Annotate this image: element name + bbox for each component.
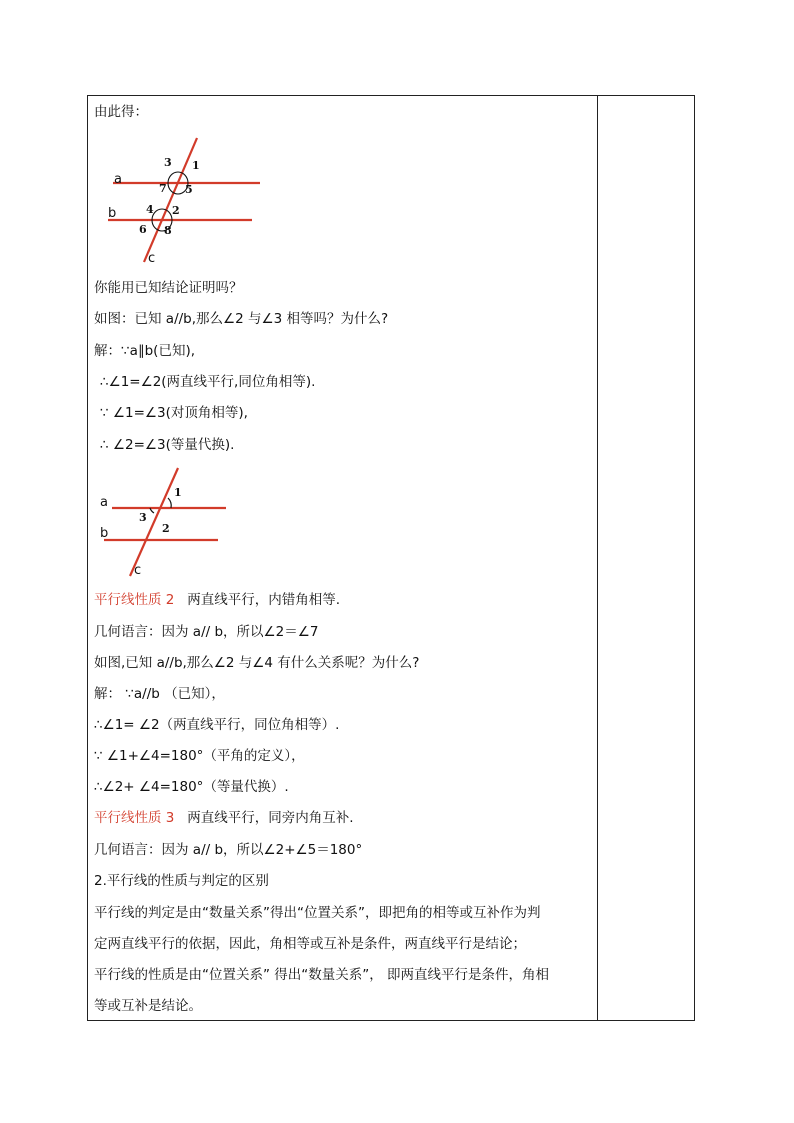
label-b: b xyxy=(108,206,117,221)
proof1-line-2: ∴∠1=∠2(两直线平行,同位角相等). xyxy=(100,374,316,390)
arc-1 xyxy=(168,498,171,508)
diagram-eight-angles xyxy=(102,136,272,264)
label-c: c xyxy=(148,251,156,264)
label-1: 1 xyxy=(192,159,200,172)
paragraph-2-line-2: 等或互补是结论。 xyxy=(94,998,202,1014)
label-5: 5 xyxy=(185,183,193,196)
property-3-text: 两直线平行，同旁内角互补. xyxy=(187,810,354,826)
intro-text: 由此得： xyxy=(94,104,148,120)
question-prove: 你能用已知结论证明吗？ xyxy=(94,280,243,296)
property-2-text: 两直线平行，内错角相等. xyxy=(187,592,341,608)
label-2: 2 xyxy=(172,204,180,217)
proof2-line-4: ∴∠2+ ∠4=180°（等量代换）. xyxy=(94,779,289,795)
property-3 xyxy=(94,809,354,827)
property-2-title: 平行线性质 2 xyxy=(94,592,175,608)
proof2-line-3: ∵ ∠1+∠4=180°（平角的定义）， xyxy=(94,748,305,764)
proof1-line-1: 解：∵a∥b(已知), xyxy=(94,343,196,359)
table-column-divider xyxy=(597,95,598,1021)
label-a: a xyxy=(114,172,122,187)
geometry-language-2: 几何语言：因为 a// b，所以∠2＝∠7 xyxy=(94,624,319,640)
label-a-2: a xyxy=(100,495,108,510)
diagram-three-angles xyxy=(98,466,228,578)
label-8: 8 xyxy=(164,224,172,237)
proof2-line-2: ∴∠1= ∠2（两直线平行，同位角相等）. xyxy=(94,717,340,733)
proof1-line-4: ∴ ∠2=∠3(等量代换). xyxy=(100,437,235,453)
line-c-2 xyxy=(130,468,178,576)
proof2-line-1: 解： ∵a//b （已知）， xyxy=(94,686,225,702)
label-7: 7 xyxy=(159,182,167,195)
section-2-heading: 2.平行线的性质与判定的区别 xyxy=(94,873,269,889)
label-b-2: b xyxy=(100,526,109,541)
geometry-language-3: 几何语言：因为 a// b，所以∠2+∠5＝180° xyxy=(94,842,363,858)
proof1-line-3: ∵ ∠1=∠3(对顶角相等), xyxy=(100,405,248,421)
label-2-2: 2 xyxy=(162,522,170,535)
label-3-2: 3 xyxy=(139,511,147,524)
question-angles-2-4: 如图,已知 a//b,那么∠2 与∠4 有什么关系呢？为什么? xyxy=(94,655,420,671)
paragraph-2-line-1: 平行线的性质是由“位置关系” 得出“数量关系”， 即两直线平行是条件，角相 xyxy=(94,967,550,983)
property-3-title: 平行线性质 3 xyxy=(94,810,175,826)
label-1-2: 1 xyxy=(174,486,182,499)
label-3: 3 xyxy=(164,156,172,169)
label-4: 4 xyxy=(146,203,154,216)
paragraph-1-line-1: 平行线的判定是由“数量关系”得出“位置关系”，即把角的相等或互补作为判 xyxy=(94,905,541,921)
label-6: 6 xyxy=(139,223,147,236)
paragraph-1-line-2: 定两直线平行的依据，因此，角相等或互补是条件，两直线平行是结论； xyxy=(94,936,526,952)
label-c-2: c xyxy=(134,563,142,578)
property-2 xyxy=(94,591,340,609)
question-angles-2-3: 如图：已知 a//b,那么∠2 与∠3 相等吗？为什么? xyxy=(94,311,389,327)
